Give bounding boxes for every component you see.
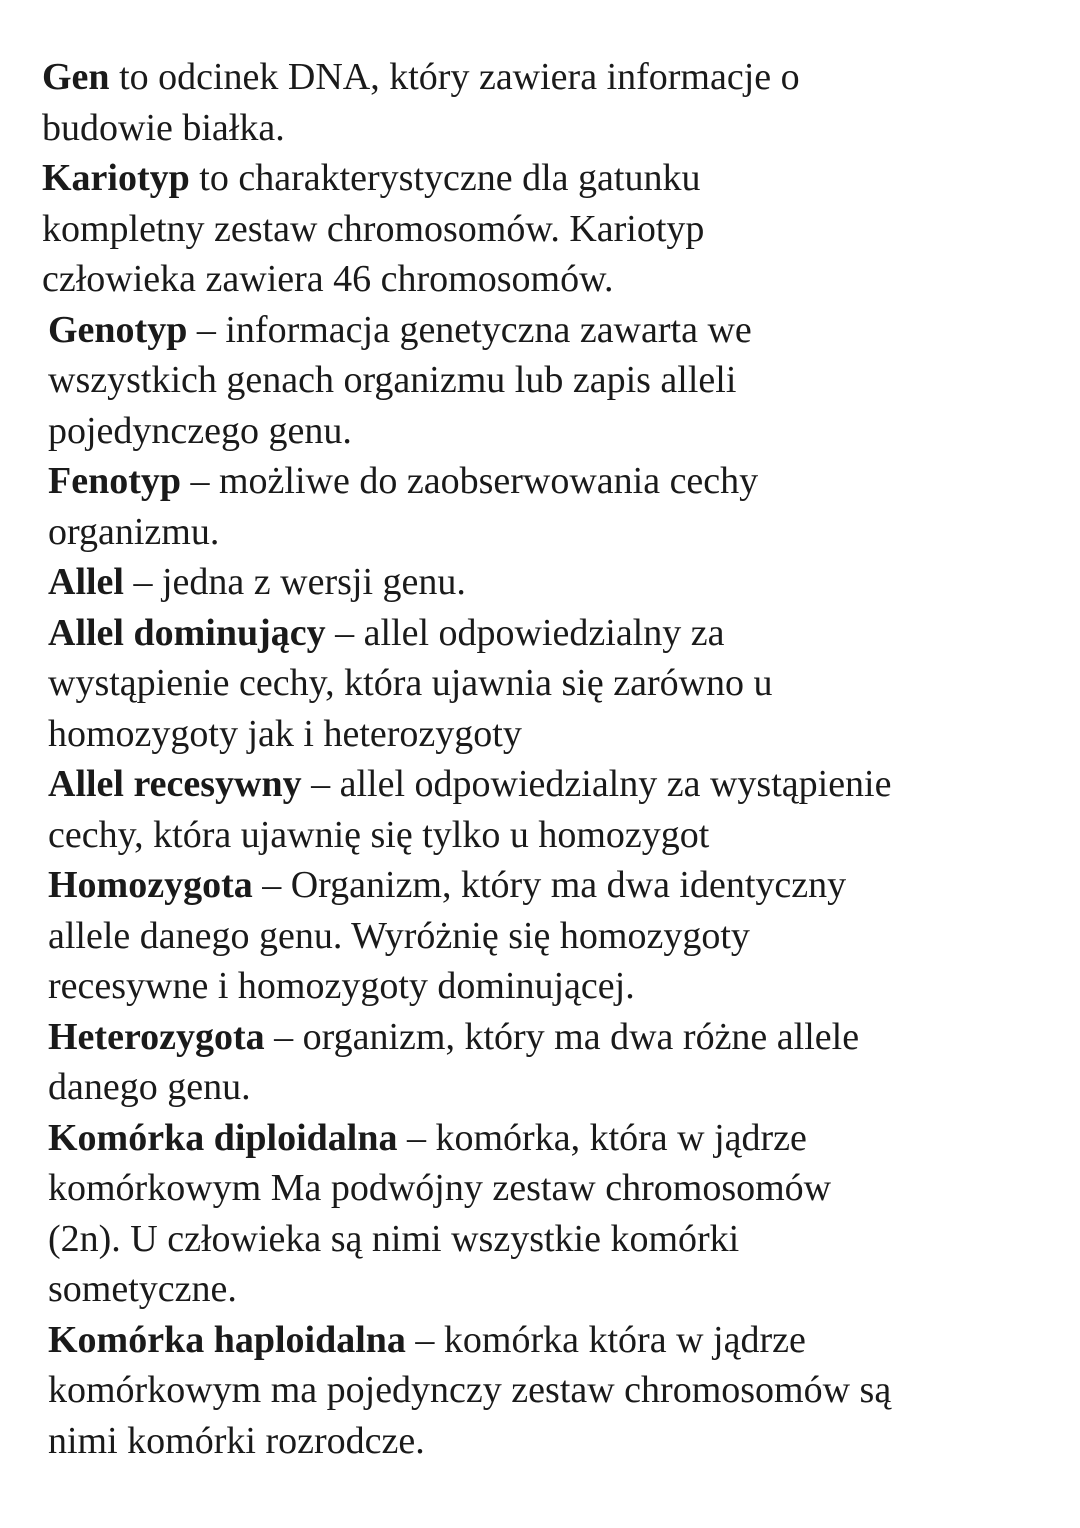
definition-line	[0, 860, 1080, 911]
definition-term: Heterozygota	[48, 1015, 265, 1058]
definition-line	[0, 1416, 1080, 1467]
definition-line	[0, 456, 1080, 507]
definition-line	[0, 658, 1080, 709]
definition-term: Genotyp	[48, 308, 188, 351]
definition-term: Allel recesywny	[48, 763, 302, 805]
definition-text: wszystkich genach organizmu lub zapis alleli	[48, 359, 737, 401]
definition-line	[0, 1012, 1080, 1063]
definition-text: komórkowym Ma podwójny zestaw chromosomów	[48, 1167, 832, 1209]
definition-text: danego genu.	[48, 1066, 251, 1108]
definition-line	[0, 52, 1080, 103]
definition-text: pojedynczego genu.	[48, 409, 352, 452]
definition-text: nimi komórki rozrodcze.	[48, 1419, 425, 1462]
definition-term: Komórka diploidalna	[48, 1116, 398, 1159]
definition-term: Komórka haploidalna	[48, 1318, 406, 1361]
definition-line	[0, 1163, 1080, 1214]
definition-line	[0, 406, 1080, 457]
definition-text: to charakterystyczne dla gatunku	[189, 157, 701, 199]
definition-text: komórkowym ma pojedynczy zestaw chromosomów są	[48, 1369, 892, 1411]
definition-term: Fenotyp	[48, 460, 181, 502]
definition-line	[0, 305, 1080, 356]
definition-text: człowieka zawiera 46 chromosomów.	[42, 258, 614, 300]
definition-line	[0, 1315, 1080, 1366]
definition-line	[0, 608, 1080, 659]
definition-line	[0, 810, 1080, 861]
definition-text: – jedna z wersji genu.	[123, 561, 466, 603]
definition-text: – komórka, która w jądrze	[397, 1116, 807, 1159]
definition-line	[0, 254, 1080, 305]
definition-text: – organizm, który ma dwa różne allele	[264, 1015, 860, 1058]
definition-line	[0, 1062, 1080, 1113]
definition-text: – informacja genetyczna zawarta we	[187, 308, 752, 351]
definition-text: homozygoty jak i heterozygoty	[48, 712, 522, 755]
definition-text: sometyczne.	[48, 1268, 237, 1310]
definition-line	[0, 355, 1080, 406]
definition-line	[0, 507, 1080, 558]
definition-line	[0, 1264, 1080, 1315]
definition-text: wystąpienie cechy, która ujawnia się zarówno u	[48, 662, 773, 704]
definition-text: allele danego genu. Wyróżnię się homozygoty	[48, 914, 750, 957]
definition-term: Homozygota	[48, 864, 253, 906]
definition-line	[0, 911, 1080, 962]
definition-line	[0, 103, 1080, 154]
definition-text: organizmu.	[48, 510, 220, 553]
definition-line	[0, 961, 1080, 1012]
definition-text: – możliwe do zaobserwowania cechy	[181, 460, 759, 502]
definition-line	[0, 153, 1080, 204]
definition-text: cechy, która ujawnię się tylko u homozygot	[48, 813, 710, 856]
definition-text: – komórka która w jądrze	[405, 1318, 806, 1361]
definition-text: – Organizm, który ma dwa identyczny	[252, 864, 847, 906]
definition-line	[0, 759, 1080, 810]
definition-line	[0, 1113, 1080, 1164]
definition-term: Kariotyp	[42, 157, 190, 199]
definition-line	[0, 204, 1080, 255]
definitions-document	[0, 52, 1080, 1466]
definition-text: to odcinek DNA, który zawiera informacje o	[109, 56, 800, 98]
definition-line	[0, 1365, 1080, 1416]
definition-text: kompletny zestaw chromosomów. Kariotyp	[42, 207, 705, 250]
definition-line	[0, 1214, 1080, 1265]
definition-text: budowie białka.	[42, 106, 285, 149]
definition-text: recesywne i homozygoty dominującej.	[48, 965, 635, 1007]
definition-line	[0, 557, 1080, 608]
definition-text: – allel odpowiedzialny za wystąpienie	[301, 763, 892, 805]
definition-term: Allel	[48, 561, 124, 603]
definition-term: Allel dominujący	[48, 611, 326, 654]
definition-text: (2n). U człowieka są nimi wszystkie komórki	[48, 1217, 740, 1260]
definition-line	[0, 709, 1080, 760]
definition-term: Gen	[42, 56, 110, 98]
definition-text: – allel odpowiedzialny za	[325, 611, 725, 654]
